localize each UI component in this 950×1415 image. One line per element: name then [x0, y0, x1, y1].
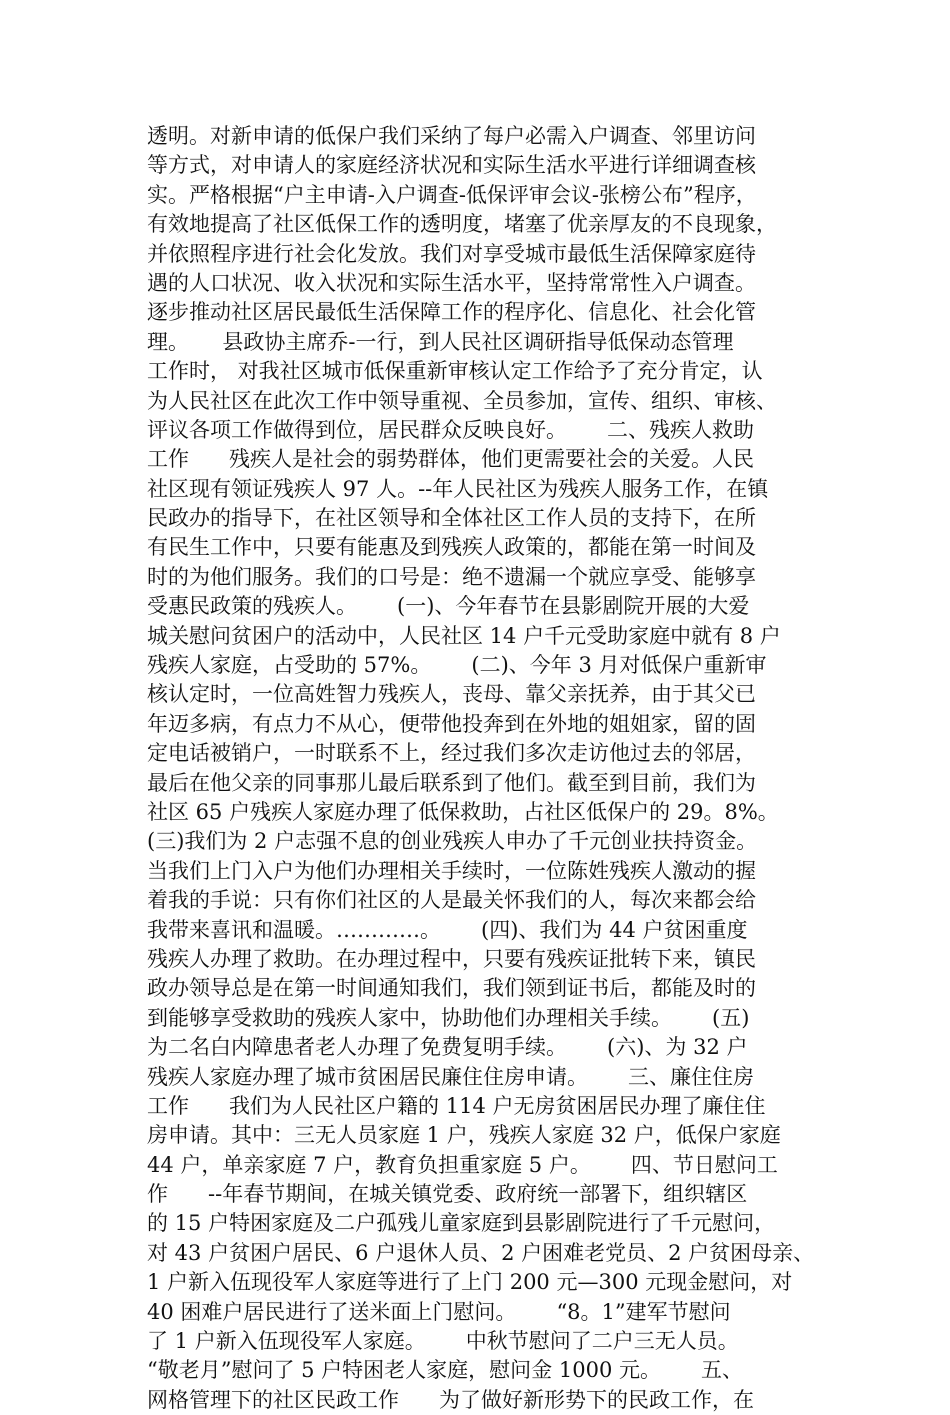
text-line: 等方式，对申请人的家庭经济状况和实际生活水平进行详细调查核	[147, 153, 756, 178]
text-line: 最后在他父亲的同事那儿最后联系到了他们。截至到目前，我们为	[147, 770, 756, 795]
text-line: 社区现有领证残疾人 97 人。--年人民社区为残疾人服务工作，在镇	[147, 476, 769, 501]
text-line: 网格管理下的社区民政工作 为了做好新形势下的民政工作，在	[147, 1387, 755, 1412]
text-line: 有效地提高了社区低保工作的透明度，堵塞了优亲厚友的不良现象，	[147, 212, 777, 237]
text-line: 房申请。其中：三无人员家庭 1 户，残疾人家庭 32 户，低保户家庭	[147, 1123, 781, 1148]
text-line: 社区 65 户残疾人家庭办理了低保救助，占社区低保户的 29。8%。	[147, 799, 779, 824]
text-line: 残疾人家庭，占受助的 57%。 (二)、今年 3 月对低保户重新审	[147, 653, 767, 678]
text-line: 有民生工作中，只要有能惠及到残疾人政策的，都能在第一时间及	[147, 535, 756, 560]
body-text	[147, 122, 817, 1415]
text-line: 工作 我们为人民社区户籍的 114 户无房贫困居民办理了廉住住	[147, 1093, 766, 1118]
text-line: (三)我们为 2 户志强不息的创业残疾人申办了千元创业扶持资金。	[147, 829, 758, 854]
text-line: 了 1 户新入伍现役军人家庭。 中秋节慰问了二户三无人员。	[147, 1329, 739, 1354]
text-line: 民政办的指导下，在社区领导和全体社区工作人员的支持下，在所	[147, 506, 756, 531]
text-line: 作 --年春节期间，在城关镇党委、政府统一部署下，组织辖区	[147, 1182, 748, 1207]
text-line: 着我的手说：只有你们社区的人是最关怀我们的人，每次来都会给	[147, 888, 756, 913]
text-line: 为二名白内障患者老人办理了免费复明手续。 (六)、为 32 户	[147, 1035, 748, 1060]
text-line: 残疾人办理了救助。在办理过程中，只要有残疾证批转下来，镇民	[147, 946, 756, 971]
text-line: 40 困难户居民进行了送米面上门慰问。 “8。1”建军节慰问	[147, 1299, 731, 1324]
text-line: 遇的人口状况、收入状况和实际生活水平，坚持常常性入户调查。	[147, 270, 756, 295]
text-line: 透明。对新申请的低保户我们采纳了每户必需入户调查、邻里访问	[147, 124, 756, 148]
text-line: 受惠民政策的残疾人。 (一)、今年春节在县影剧院开展的大爱	[147, 594, 750, 619]
text-line: 逐步推动社区居民最低生活保障工作的程序化、信息化、社会化管	[147, 300, 756, 325]
text-line: 时的为他们服务。我们的口号是：绝不遗漏一个就应享受、能够享	[147, 564, 756, 589]
text-line: 城关慰问贫困户的活动中，人民社区 14 户千元受助家庭中就有 8 户	[147, 623, 781, 648]
text-line: 理。 县政协主席乔-一行，到人民社区调研指导低保动态管理	[147, 329, 734, 354]
text-line: 定电话被销户，一时联系不上，经过我们多次走访他过去的邻居，	[147, 741, 756, 766]
text-line: 44 户，单亲家庭 7 户，教育负担重家庭 5 户。 四、节日慰问工	[147, 1152, 778, 1177]
text-line: 工作 残疾人是社会的弱势群体，他们更需要社会的关爱。人民	[147, 447, 755, 472]
text-line: 核认定时，一位高姓智力残疾人，丧母、靠父亲抚养，由于其父已	[147, 682, 756, 707]
text-line: 工作时， 对我社区城市低保重新审核认定工作给予了充分肯定，认	[147, 359, 763, 384]
text-line: 的 15 户特困家庭及二户孤残儿童家庭到县影剧院进行了千元慰问，	[147, 1211, 776, 1236]
text-line: 对 43 户贫困户居民、6 户退休人员、2 户困难老党员、2 户贫困母亲、	[147, 1240, 815, 1265]
text-line: 年迈多病，有点力不从心，便带他投奔到在外地的姐姐家，留的固	[147, 711, 756, 736]
text-line: 我带来喜讯和温暖。…………。 (四)、我们为 44 户贫困重度	[147, 917, 748, 942]
text-line: 1 户新入伍现役军人家庭等进行了上门 200 元—300 元现金慰问，对	[147, 1270, 793, 1295]
text-line: “敬老月”慰问了 5 户特困老人家庭，慰问金 1000 元。 五、	[147, 1358, 744, 1383]
text-line: 当我们上门入户为他们办理相关手续时，一位陈姓残疾人激动的握	[147, 858, 756, 883]
text-line: 并依照程序进行社会化发放。我们对享受城市最低生活保障家庭待	[147, 241, 756, 266]
text-line: 实。严格根据“户主申请-入户调查-低保评审会议-张榜公布”程序，	[147, 182, 757, 207]
text-line: 残疾人家庭办理了城市贫困居民廉住住房申请。 三、廉住住房	[147, 1064, 755, 1089]
text-line: 为人民社区在此次工作中领导重视、全员参加，宣传、组织、审核、	[147, 388, 777, 413]
text-line: 政办领导总是在第一时间通知我们，我们领到证书后，都能及时的	[147, 976, 756, 1001]
text-line: 到能够享受救助的残疾人家中，协助他们办理相关手续。 (五)	[147, 1005, 750, 1030]
text-line: 评议各项工作做得到位，居民群众反映良好。 二、残疾人救助	[147, 417, 755, 442]
